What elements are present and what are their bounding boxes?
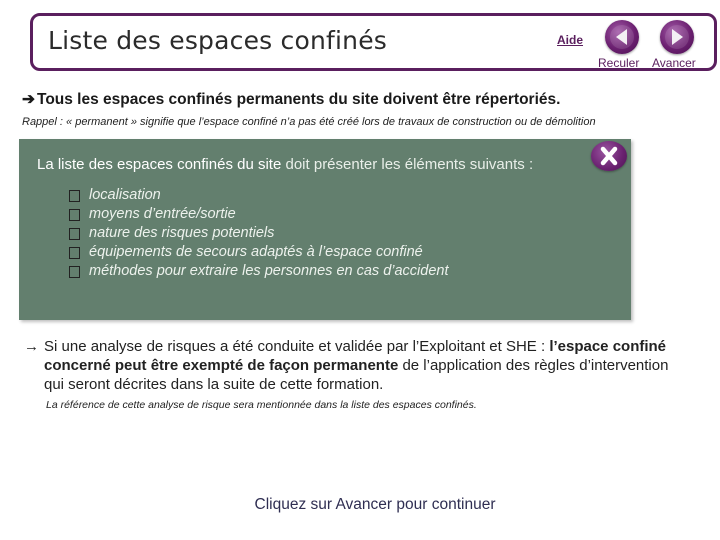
list-item (69, 262, 448, 281)
reminder-text: Rappel : « permanent » signifie que l’espace confiné n’a pas été créé lors de travaux de construction ou de démolition (22, 116, 596, 128)
analysis-paragraph (24, 337, 714, 394)
list-item-label: équipements de secours adaptés à l’espace confiné (89, 244, 423, 260)
list-item (69, 186, 448, 205)
info-panel (19, 139, 631, 320)
list-item-label: nature des risques potentiels (89, 225, 275, 241)
list-item-label: moyens d’entrée/sortie (89, 206, 236, 222)
headline (22, 90, 560, 109)
panel-intro-strong: La liste des espaces confinés du site (37, 156, 282, 173)
analysis-line2 (24, 356, 714, 375)
arrow-right-icon: ➔ (22, 91, 35, 108)
analysis-part2: de l’application des règles d’intervention (398, 357, 669, 374)
help-link[interactable]: Aide (557, 33, 584, 47)
forward-button[interactable] (660, 20, 694, 54)
arrow-right-icon (660, 20, 694, 54)
header-frame (30, 13, 717, 71)
analysis-part1: Si une analyse de risques a été conduite et validée par l’Exploitant et SHE : (44, 338, 550, 355)
checkbox-icon (69, 228, 80, 240)
note-text: La référence de cette analyse de risque sera mentionnée dans la liste des espaces confinés. (46, 399, 477, 411)
continue-instruction: Cliquez sur Avancer pour continuer (254, 496, 496, 513)
list-item (69, 243, 448, 262)
panel-intro (37, 156, 533, 173)
forward-label[interactable]: Avancer (652, 56, 696, 70)
close-icon (591, 141, 627, 171)
analysis-strong2: concerné peut être exempté de façon permanente (44, 357, 399, 374)
checkbox-icon (69, 247, 80, 259)
list-item-label: localisation (89, 187, 161, 203)
list-item-label: méthodes pour extraire les personnes en cas d’accident (89, 263, 449, 279)
back-label[interactable]: Reculer (598, 56, 640, 70)
checkbox-icon (69, 190, 80, 202)
arrow-left-icon (605, 20, 639, 54)
checkbox-icon (69, 266, 80, 278)
back-button[interactable] (605, 20, 639, 54)
list-item (69, 224, 448, 243)
panel-list (69, 186, 448, 281)
close-panel-button[interactable] (591, 141, 627, 171)
analysis-strong1: l’espace confiné (549, 338, 667, 355)
checkbox-icon (69, 209, 80, 221)
panel-intro-rest: doit présenter les éléments suivants : (281, 156, 534, 173)
page-title: Liste des espaces confinés (48, 26, 388, 55)
headline-text: Tous les espaces confinés permanents du site doivent être répertoriés. (37, 91, 561, 108)
list-item (69, 205, 448, 224)
analysis-part3: qui seront décrites dans la suite de cette formation. (44, 376, 384, 393)
arrow-right-icon: → (24, 338, 39, 355)
